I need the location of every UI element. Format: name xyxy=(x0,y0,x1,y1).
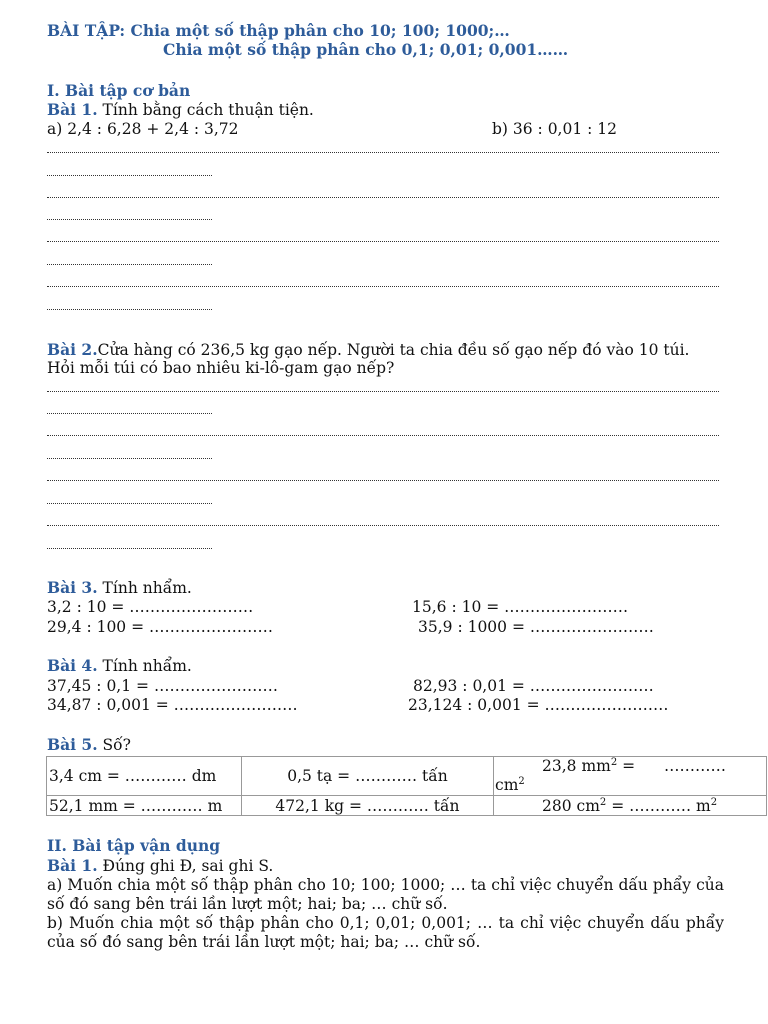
s2-bai1-statement-b: b) Muốn chia một số thập phân cho 0,1; 0,01; 0,001; … ta chỉ việc chuyển dấu phẩy của số đó sang bên trái lần lượt một; hai; ba; … chữ số. xyxy=(47,914,724,951)
bai2-prompt xyxy=(47,340,689,360)
table-row xyxy=(47,796,767,816)
s2-bai1-label: Bài 1. xyxy=(47,856,98,875)
bai4-prompt xyxy=(47,656,192,676)
bai3-label: Bài 3. xyxy=(47,578,98,597)
answer-line[interactable] xyxy=(47,480,719,481)
bai5-prompt xyxy=(47,735,131,755)
bai3-item[interactable]: 3,2 : 10 = …………………… xyxy=(47,598,254,616)
bai5-table xyxy=(46,756,767,816)
bai3-item[interactable]: 29,4 : 100 = …………………… xyxy=(47,618,274,636)
answer-line[interactable] xyxy=(47,264,212,265)
answer-line[interactable] xyxy=(47,241,719,242)
s2-bai1-text: Đúng ghi Đ, sai ghi S. xyxy=(97,857,274,875)
answer-line[interactable] xyxy=(47,197,719,198)
s2-bai1-prompt xyxy=(47,856,273,876)
answer-line[interactable] xyxy=(47,548,212,549)
bai5-text: Số? xyxy=(97,736,131,754)
table-row xyxy=(47,757,767,796)
bai4-item[interactable]: 34,87 : 0,001 = …………………… xyxy=(47,696,298,714)
table-cell[interactable]: 0,5 tạ = ………… tấn xyxy=(241,757,493,796)
bai2-label: Bài 2. xyxy=(47,340,98,359)
answer-line[interactable] xyxy=(47,435,719,436)
bai1-text: Tính bằng cách thuận tiện. xyxy=(97,101,314,119)
bai1-prompt xyxy=(47,100,314,120)
bai1-part-a: a) 2,4 : 6,28 + 2,4 : 3,72 xyxy=(47,120,239,138)
answer-line[interactable] xyxy=(47,286,719,287)
answer-line[interactable] xyxy=(47,175,212,176)
bai2-text: Cửa hàng có 236,5 kg gạo nếp. Người ta chia đều số gạo nếp đó vào 10 túi. xyxy=(97,341,690,359)
answer-line[interactable] xyxy=(47,525,719,526)
title-line-2: Chia một số thập phân cho 0,1; 0,01; 0,001…… xyxy=(163,40,569,59)
bai4-item[interactable]: 23,124 : 0,001 = …………………… xyxy=(408,696,669,714)
bai3-text: Tính nhẩm. xyxy=(97,579,192,597)
bai3-item[interactable]: 35,9 : 1000 = …………………… xyxy=(418,618,654,636)
answer-line[interactable] xyxy=(47,152,719,153)
section-2-heading: II. Bài tập vận dụng xyxy=(47,836,221,855)
section-1-heading: I. Bài tập cơ bản xyxy=(47,81,191,100)
bai3-item[interactable]: 15,6 : 10 = …………………… xyxy=(412,598,629,616)
table-cell[interactable]: 472,1 kg = ………… tấn xyxy=(241,796,493,816)
table-cell[interactable]: 23,8 $mm^2$ = ………… $cm^2$ xyxy=(494,757,767,796)
s2-bai1-statement-a: a) Muốn chia một số thập phân cho 10; 100; 1000; … ta chỉ việc chuyển dấu phẩy của số đó sang bên trái lần lượt một; hai; ba; … chữ số. xyxy=(47,876,724,913)
bai1-label: Bài 1. xyxy=(47,100,98,119)
answer-line[interactable] xyxy=(47,391,719,392)
bai4-item[interactable]: 37,45 : 0,1 = …………………… xyxy=(47,677,278,695)
table-cell[interactable]: 52,1 mm = ………… m xyxy=(47,796,242,816)
table-cell[interactable]: 3,4 cm = ………… dm xyxy=(47,757,242,796)
answer-line[interactable] xyxy=(47,413,212,414)
answer-line[interactable] xyxy=(47,219,212,220)
answer-line[interactable] xyxy=(47,309,212,310)
answer-line[interactable] xyxy=(47,458,212,459)
bai4-text: Tính nhẩm. xyxy=(97,657,192,675)
title-line-1: BÀI TẬP: Chia một số thập phân cho 10; 100; 1000;… xyxy=(47,21,510,40)
table-cell[interactable]: 280 $cm^2$ = ………… $m^2$ xyxy=(494,796,767,816)
bai1-part-b: b) 36 : 0,01 : 12 xyxy=(492,120,618,138)
bai5-label: Bài 5. xyxy=(47,735,98,754)
bai4-label: Bài 4. xyxy=(47,656,98,675)
bai3-prompt xyxy=(47,578,192,598)
answer-line[interactable] xyxy=(47,503,212,504)
bai2-text-2: Hỏi mỗi túi có bao nhiêu ki-lô-gam gạo nếp? xyxy=(47,359,395,377)
bai4-item[interactable]: 82,93 : 0,01 = …………………… xyxy=(413,677,654,695)
